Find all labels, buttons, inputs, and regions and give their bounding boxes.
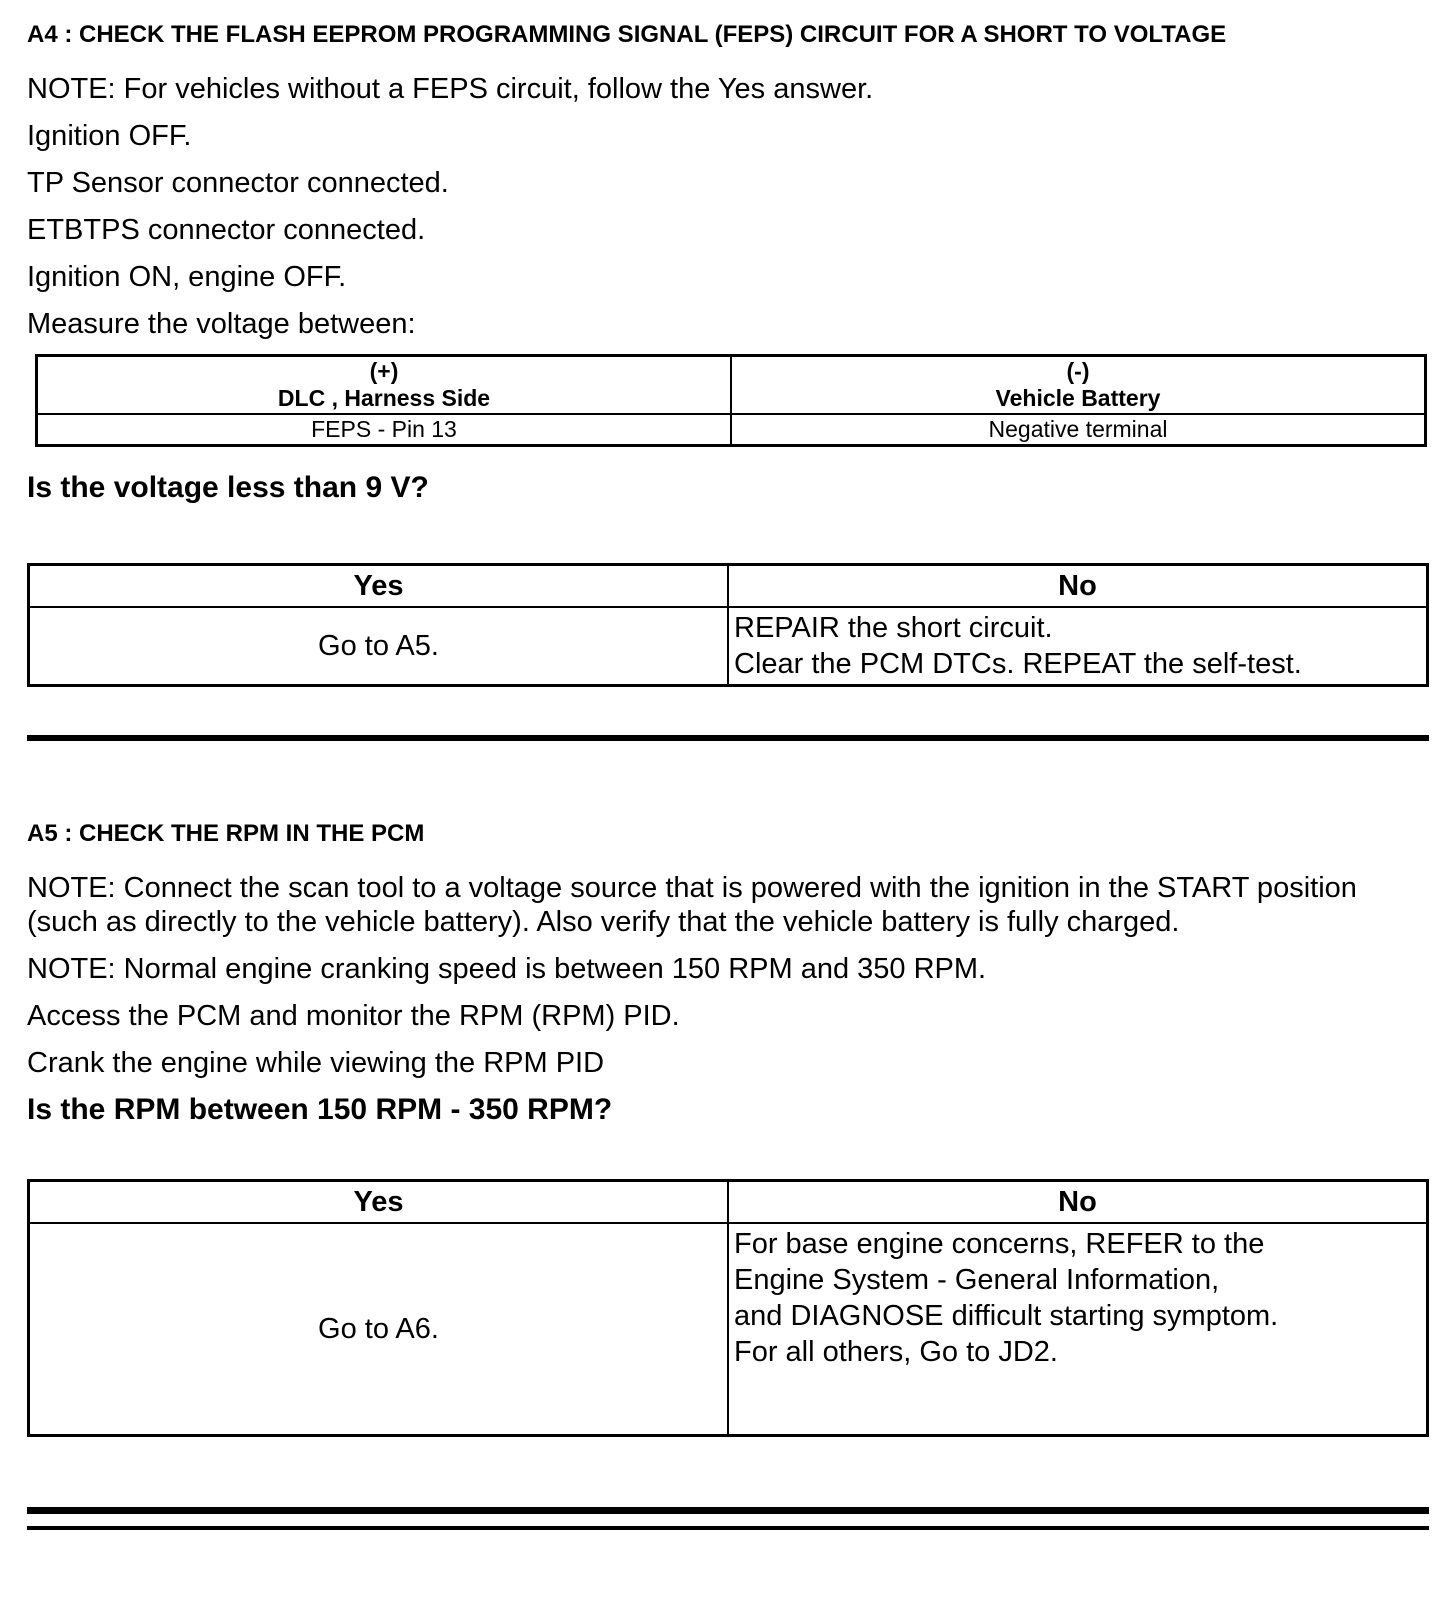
a5-no-action-line: For all others, Go to JD2. [734, 1336, 1058, 1368]
a4-yes-action: Go to A5. [29, 607, 729, 686]
a4-no-action [728, 607, 1428, 686]
bottom-divider-thick [27, 1507, 1429, 1514]
a5-no-header: No [728, 1181, 1428, 1224]
a4-no-action-line: Clear the PCM DTCs. REPEAT the self-test. [734, 648, 1302, 680]
positive-label: DLC , Harness Side [277, 385, 491, 411]
negative-label: Vehicle Battery [995, 385, 1161, 411]
a5-decision-body-row [29, 1223, 1428, 1435]
a5-no-action-line: For base engine concerns, REFER to the [734, 1228, 1265, 1260]
a5-yes-action: Go to A6. [29, 1223, 729, 1435]
measurement-table [35, 354, 1427, 447]
a5-no-action [728, 1223, 1428, 1435]
a4-yes-header: Yes [29, 565, 729, 608]
a5-question: Is the RPM between 150 RPM - 350 RPM? [27, 1093, 613, 1126]
a5-note-scan-tool: NOTE: Connect the scan tool to a voltage source that is powered with the ignition in the START position (such as directly to the vehicle battery). Also verify that the vehicle battery is fully charged. [27, 872, 1357, 938]
a5-decision-header-row [29, 1181, 1428, 1224]
a5-note-cranking-speed: NOTE: Normal engine cranking speed is between 150 RPM and 350 RPM. [27, 953, 987, 985]
bottom-divider-thin [27, 1526, 1429, 1530]
section-divider [27, 735, 1429, 741]
a5-decision-table [27, 1179, 1429, 1437]
a5-no-action-line: and DIAGNOSE difficult starting symptom. [734, 1300, 1279, 1332]
a4-no-header: No [728, 565, 1428, 608]
section-a5 [27, 817, 1429, 1437]
section-a5-heading: A5 : CHECK THE RPM IN THE PCM [27, 820, 425, 847]
a5-step-crank-engine: Crank the engine while viewing the RPM PID [27, 1047, 605, 1079]
negative-sign: (-) [1066, 358, 1090, 384]
section-a4-heading: A4 : CHECK THE FLASH EEPROM PROGRAMMING SIGNAL (FEPS) CIRCUIT FOR A SHORT TO VOLTAGE [27, 21, 1227, 48]
measurement-negative-point: Negative terminal [731, 414, 1426, 446]
a4-step-ignition-on: Ignition ON, engine OFF. [27, 261, 347, 293]
a4-step-ignition-off: Ignition OFF. [27, 120, 192, 152]
measurement-negative-header [731, 356, 1426, 415]
a4-decision-header-row [29, 565, 1428, 608]
a5-step-access-pcm: Access the PCM and monitor the RPM (RPM) PID. [27, 1000, 680, 1032]
a4-step-etbtps: ETBTPS connector connected. [27, 214, 426, 246]
a4-step-measure: Measure the voltage between: [27, 308, 416, 340]
measurement-positive-header [37, 356, 732, 415]
measurement-table-header-row [37, 356, 1426, 415]
a5-yes-header: Yes [29, 1181, 729, 1224]
a4-decision-body-row [29, 607, 1428, 686]
a4-note: NOTE: For vehicles without a FEPS circuit, follow the Yes answer. [27, 73, 874, 105]
a4-step-tp-sensor: TP Sensor connector connected. [27, 167, 449, 199]
measurement-positive-point: FEPS - Pin 13 [37, 414, 732, 446]
a5-no-action-line: Engine System - General Information, [734, 1264, 1220, 1296]
section-a4 [27, 18, 1429, 687]
a4-question: Is the voltage less than 9 V? [27, 471, 429, 504]
a4-no-action-line: REPAIR the short circuit. [734, 612, 1053, 644]
measurement-table-row [37, 414, 1426, 446]
positive-sign: (+) [369, 358, 399, 384]
a4-decision-table [27, 563, 1429, 687]
